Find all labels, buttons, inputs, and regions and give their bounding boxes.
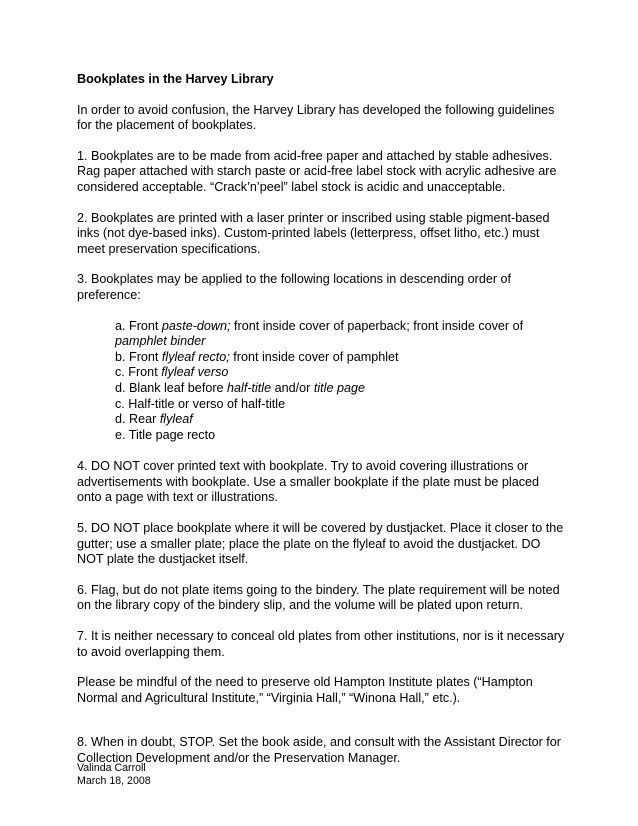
document-date: March 18, 2008	[77, 774, 151, 787]
guideline-7: 7. It is neither necessary to conceal old plates from other institutions, nor is it necessary to avoid overlapping them.	[77, 629, 565, 659]
guideline-2: 2. Bookplates are printed with a laser printer or inscribed using stable pigment-based inks (not dye-based inks). Custom-printed labels (letterpress, offset litho, etc.) must meet preservation specifications.	[77, 210, 550, 256]
location-c2: c. Half-title or verso of half-title	[115, 396, 286, 411]
guideline-3: 3. Bookplates may be applied to the following locations in descending order of preference:	[77, 272, 512, 302]
guideline-6: 6. Flag, but do not plate items going to the bindery. The plate requirement will be noted on the library copy of the bindery slip, and the volume will be plated upon return.	[77, 582, 560, 613]
location-d: d. Blank leaf before half-title and/or title page	[115, 380, 365, 395]
author-name: Valinda Carroll	[77, 762, 146, 774]
document-title: Bookplates in the Harvey Library	[77, 72, 274, 86]
intro-paragraph: In order to avoid confusion, the Harvey Library has developed the following guidelines for the placement of bookplates.	[77, 102, 555, 133]
location-b: b. Front flyleaf recto; front inside cover of pamphlet	[115, 349, 399, 364]
guideline-8: 8. When in doubt, STOP. Set the book aside, and consult with the Assistant Director for Collection Development and/or the Preservation Manager.	[77, 735, 561, 765]
location-d2: d. Rear flyleaf	[115, 412, 193, 427]
document-body	[77, 72, 567, 782]
document-footer	[77, 762, 151, 787]
guideline-1: 1. Bookplates are to be made from acid-free paper and attached by stable adhesives. Rag paper attached with starch paste or acid-free label stock with acrylic adhesive are considered acceptable. “Crack’n’peel” label stock is acidic and unacceptable.	[77, 148, 557, 194]
spacer	[77, 721, 567, 735]
location-e: e. Title page recto	[115, 427, 216, 442]
placement-locations-list	[115, 319, 567, 444]
guideline-4: 4. DO NOT cover printed text with bookplate. Try to avoid covering illustrations or advertisements with bookplate. Use a smaller bookplate if the plate must be placed onto a page with text or illustrations.	[77, 459, 540, 505]
guideline-5: 5. DO NOT place bookplate where it will be covered by dustjacket. Place it closer to the gutter; use a smaller plate; place the plate on the flyleaf to avoid the dustjacket. DO NOT plate the dustjacket itself.	[77, 521, 564, 567]
location-a: a. Front paste-down; front inside cover of paperback; front inside cover of pamphlet binder	[115, 318, 524, 349]
location-c: c. Front flyleaf verso	[115, 365, 229, 380]
guideline-7-note: Please be mindful of the need to preserve old Hampton Institute plates (“Hampton Normal and Agricultural Institute,” “Virginia Hall,” “Winona Hall,” etc.).	[77, 675, 533, 705]
